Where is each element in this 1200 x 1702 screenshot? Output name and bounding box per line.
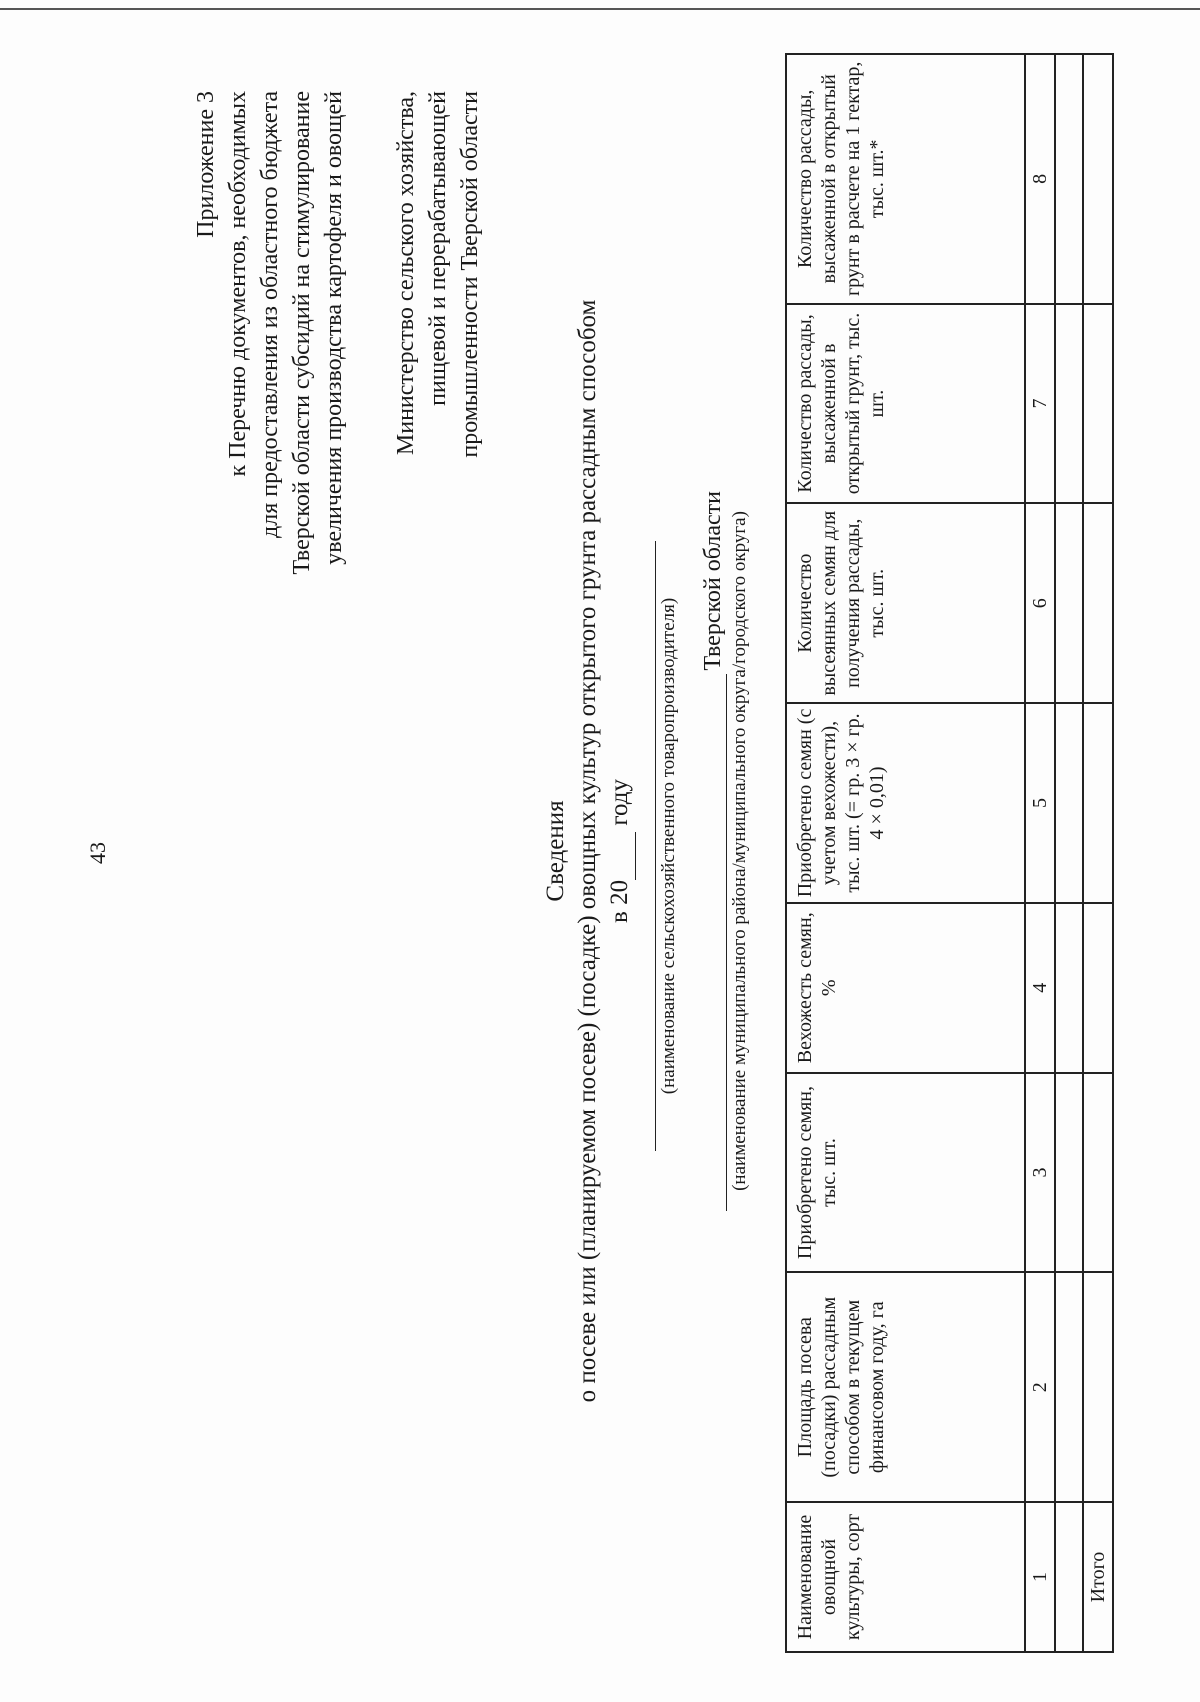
year-prefix: в 20 bbox=[606, 879, 633, 923]
column-number: 7 bbox=[1025, 304, 1055, 504]
column-number: 4 bbox=[1025, 903, 1055, 1073]
ministry-line: промышленности Тверской области bbox=[457, 91, 483, 458]
region-caption: (наименование муниципального района/муниципального округа/городского округа) bbox=[729, 511, 750, 1191]
column-number: 6 bbox=[1025, 503, 1055, 703]
appendix-line: Тверской области субсидий на стимулирование bbox=[289, 91, 315, 575]
table-row bbox=[1055, 54, 1083, 1652]
column-number: 8 bbox=[1025, 54, 1055, 304]
title-year bbox=[604, 31, 636, 1671]
column-header: Приобретено семян (с учетом вехожести), тыс. шт. (= гр. 3 × гр. 4 × 0,01) bbox=[786, 703, 1025, 903]
table-cell bbox=[1055, 304, 1083, 504]
column-header: Приобретено семян, тыс. шт. bbox=[786, 1073, 1025, 1273]
year-blank bbox=[613, 832, 636, 880]
table-cell bbox=[1083, 1272, 1113, 1502]
column-header: Количество рассады, высаженной в открытый грунт в расчете на 1 гектар, тыс. шт.* bbox=[786, 54, 1025, 304]
appendix-line: увеличения производства картофеля и овощей bbox=[321, 91, 347, 565]
column-header: Наименование овощной культуры, сорт bbox=[786, 1502, 1025, 1652]
total-row bbox=[1083, 54, 1113, 1652]
table-cell bbox=[1083, 703, 1113, 903]
column-number-row bbox=[1025, 54, 1055, 1652]
document-title bbox=[540, 31, 636, 1671]
producer-caption: (наименование сельскохозяйственного товаропроизводителя) bbox=[655, 541, 680, 1151]
ministry-line: пищевой и перерабатывающей bbox=[425, 91, 451, 406]
region-block bbox=[700, 491, 751, 1211]
table-cell bbox=[1083, 304, 1113, 504]
table-cell bbox=[1083, 503, 1113, 703]
ministry-line: Министерство сельского хозяйства, bbox=[393, 91, 419, 456]
title-subheading: о посеве или (планируемом посеве) (посадке) овощных культур открытого грунта рассадным способом bbox=[574, 299, 601, 1403]
title-heading: Сведения bbox=[542, 800, 569, 902]
appendix-line: к Перечню документов, необходимых bbox=[225, 91, 251, 477]
appendix-line: для предоставления из областного бюджета bbox=[257, 91, 283, 538]
scan-edge bbox=[0, 0, 1200, 10]
table-cell bbox=[1083, 903, 1113, 1073]
region-suffix: Тверской области bbox=[700, 491, 726, 671]
table-header-row bbox=[786, 54, 1025, 1652]
column-header: Количество высеянных семян для получения рассады, тыс. шт. bbox=[786, 503, 1025, 703]
page-number: 43 bbox=[85, 842, 110, 864]
table-cell bbox=[1083, 54, 1113, 304]
table-cell bbox=[1055, 1502, 1083, 1652]
year-suffix: году bbox=[606, 779, 633, 826]
table-cell bbox=[1055, 703, 1083, 903]
table-cell bbox=[1055, 1073, 1083, 1273]
appendix-title: Приложение 3 bbox=[193, 91, 219, 238]
table-cell bbox=[1055, 1272, 1083, 1502]
table-cell bbox=[1055, 503, 1083, 703]
column-number: 2 bbox=[1025, 1272, 1055, 1502]
table-cell bbox=[1083, 1073, 1113, 1273]
region-field bbox=[700, 491, 727, 1211]
total-label: Итого bbox=[1083, 1502, 1113, 1652]
region-blank bbox=[700, 674, 727, 1211]
column-header: Количество рассады, высаженной в открытый грунт, тыс. шт. bbox=[786, 304, 1025, 504]
table-cell bbox=[1055, 54, 1083, 304]
ministry-addressee bbox=[390, 91, 486, 611]
column-number: 1 bbox=[1025, 1502, 1055, 1652]
column-number: 3 bbox=[1025, 1073, 1055, 1273]
document-page bbox=[50, 31, 1150, 1671]
table-cell bbox=[1055, 903, 1083, 1073]
appendix-header bbox=[190, 91, 350, 811]
column-number: 5 bbox=[1025, 703, 1055, 903]
data-table bbox=[785, 53, 1114, 1653]
column-header: Вехожесть семян, % bbox=[786, 903, 1025, 1073]
column-header: Площадь посева (посадки) рассадным способом в текущем финансовом году, га bbox=[786, 1272, 1025, 1502]
